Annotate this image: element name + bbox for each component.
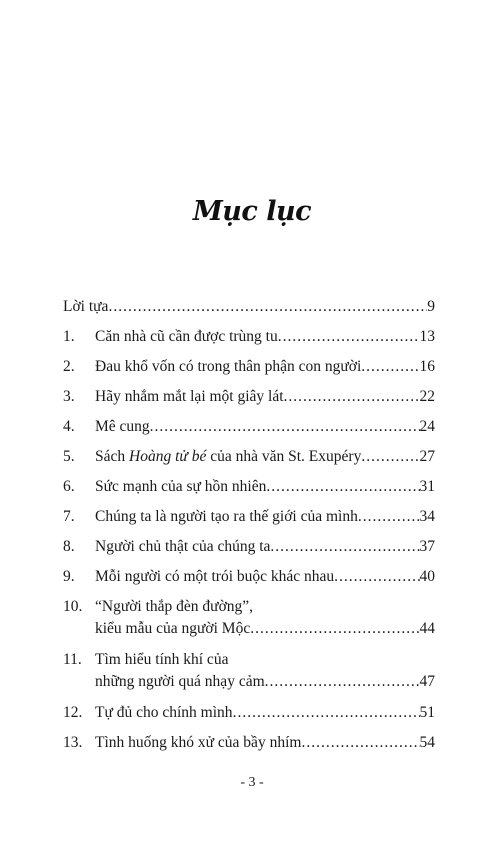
toc-entry [63,704,435,734]
toc-entry-number: 13. [63,734,83,751]
toc-entry [63,538,435,568]
toc-entry [63,508,435,538]
toc-entry [63,734,435,764]
dot-leader [361,448,419,466]
toc-entry-number: 1. [63,328,75,345]
page-title: Mục lục [192,196,312,227]
toc-entry-number: 11. [63,651,82,668]
toc-entry-page: 16 [419,358,435,375]
toc-entry-title: Người chủ thật của chúng ta [95,538,271,555]
toc-entry-number: 7. [63,508,75,525]
dot-leader [266,478,419,496]
toc-entry-page: 40 [419,568,435,585]
toc-entry [63,388,435,418]
dot-leader [284,388,420,406]
dot-leader [108,298,427,316]
toc-entry-number: 9. [63,568,75,585]
toc-entry [63,568,435,598]
toc-entry-title: Căn nhà cũ cần được trùng tu [95,328,278,345]
toc-entry-page: 44 [419,620,435,637]
toc-entry-preface [63,298,435,328]
dot-leader [233,704,420,722]
toc-entry-title: Lời tựa [63,298,109,315]
toc-entry-page: 24 [419,418,435,435]
toc-entry-number: 3. [63,388,75,405]
title-suffix: của nhà văn St. Exupéry [206,448,362,465]
toc-entry-page: 51 [419,704,435,721]
toc-entry-title: Tự đủ cho chính mình [95,704,233,721]
toc-entry-title-line1: Tìm hiểu tính khí của [95,651,229,668]
toc-entry-page: 34 [419,508,435,525]
toc-entry-title: Mỗi người có một trói buộc khác nhau [95,568,335,585]
toc-entry [63,598,435,651]
toc-entry-number: 12. [63,704,83,721]
toc-entry-page: 47 [419,673,435,690]
toc-entry-title-line2: kiểu mẫu của người Mộc [95,620,251,637]
dot-leader [250,620,419,638]
toc-entry-page: 22 [419,388,435,405]
page-number: - 3 - [240,775,264,790]
toc-entry-title: Đau khổ vốn có trong thân phận con người [95,358,362,375]
toc-entry [63,448,435,478]
toc-entry-title: Hãy nhắm mắt lại một giây lát [95,388,284,405]
dot-leader [361,358,419,376]
toc-entry-page: 27 [419,448,435,465]
title-prefix: Sách [95,448,130,465]
toc-entry [63,418,435,448]
toc-entry-number: 6. [63,478,75,495]
toc-entry-title: Tình huống khó xử của bầy nhím [95,734,302,751]
toc-entry-number: 8. [63,538,75,555]
toc-entry-title: Chúng ta là người tạo ra thế giới của mình [95,508,358,525]
toc-entry-page: 37 [419,538,435,555]
dot-leader [358,508,420,526]
toc-entry-number: 5. [63,448,75,465]
toc-entry-title: Sức mạnh của sự hồn nhiên [95,478,267,495]
table-of-contents [63,298,435,764]
toc-entry [63,478,435,508]
toc-entry-page: 31 [419,478,435,495]
dot-leader [278,328,420,346]
toc-entry-title-line2: những người quá nhạy cảm [95,673,265,690]
toc-entry-page: 9 [427,298,435,315]
toc-entry-page: 13 [419,328,435,345]
book-title: Hoàng tử bé [129,448,207,465]
toc-entry-title [95,448,361,466]
toc-entry-page: 54 [419,734,435,751]
dot-leader [301,734,419,752]
toc-entry-number: 2. [63,358,75,375]
toc-entry-title: Mê cung [95,418,150,435]
dot-leader [150,418,420,436]
toc-entry-number: 10. [63,598,83,615]
toc-entry-title-line1: “Người thắp đèn đường”, [95,598,254,615]
toc-entry [63,651,435,704]
dot-leader [265,673,420,691]
toc-entry [63,328,435,358]
dot-leader [334,568,419,586]
toc-entry-number: 4. [63,418,75,435]
toc-entry [63,358,435,388]
dot-leader [270,538,419,556]
